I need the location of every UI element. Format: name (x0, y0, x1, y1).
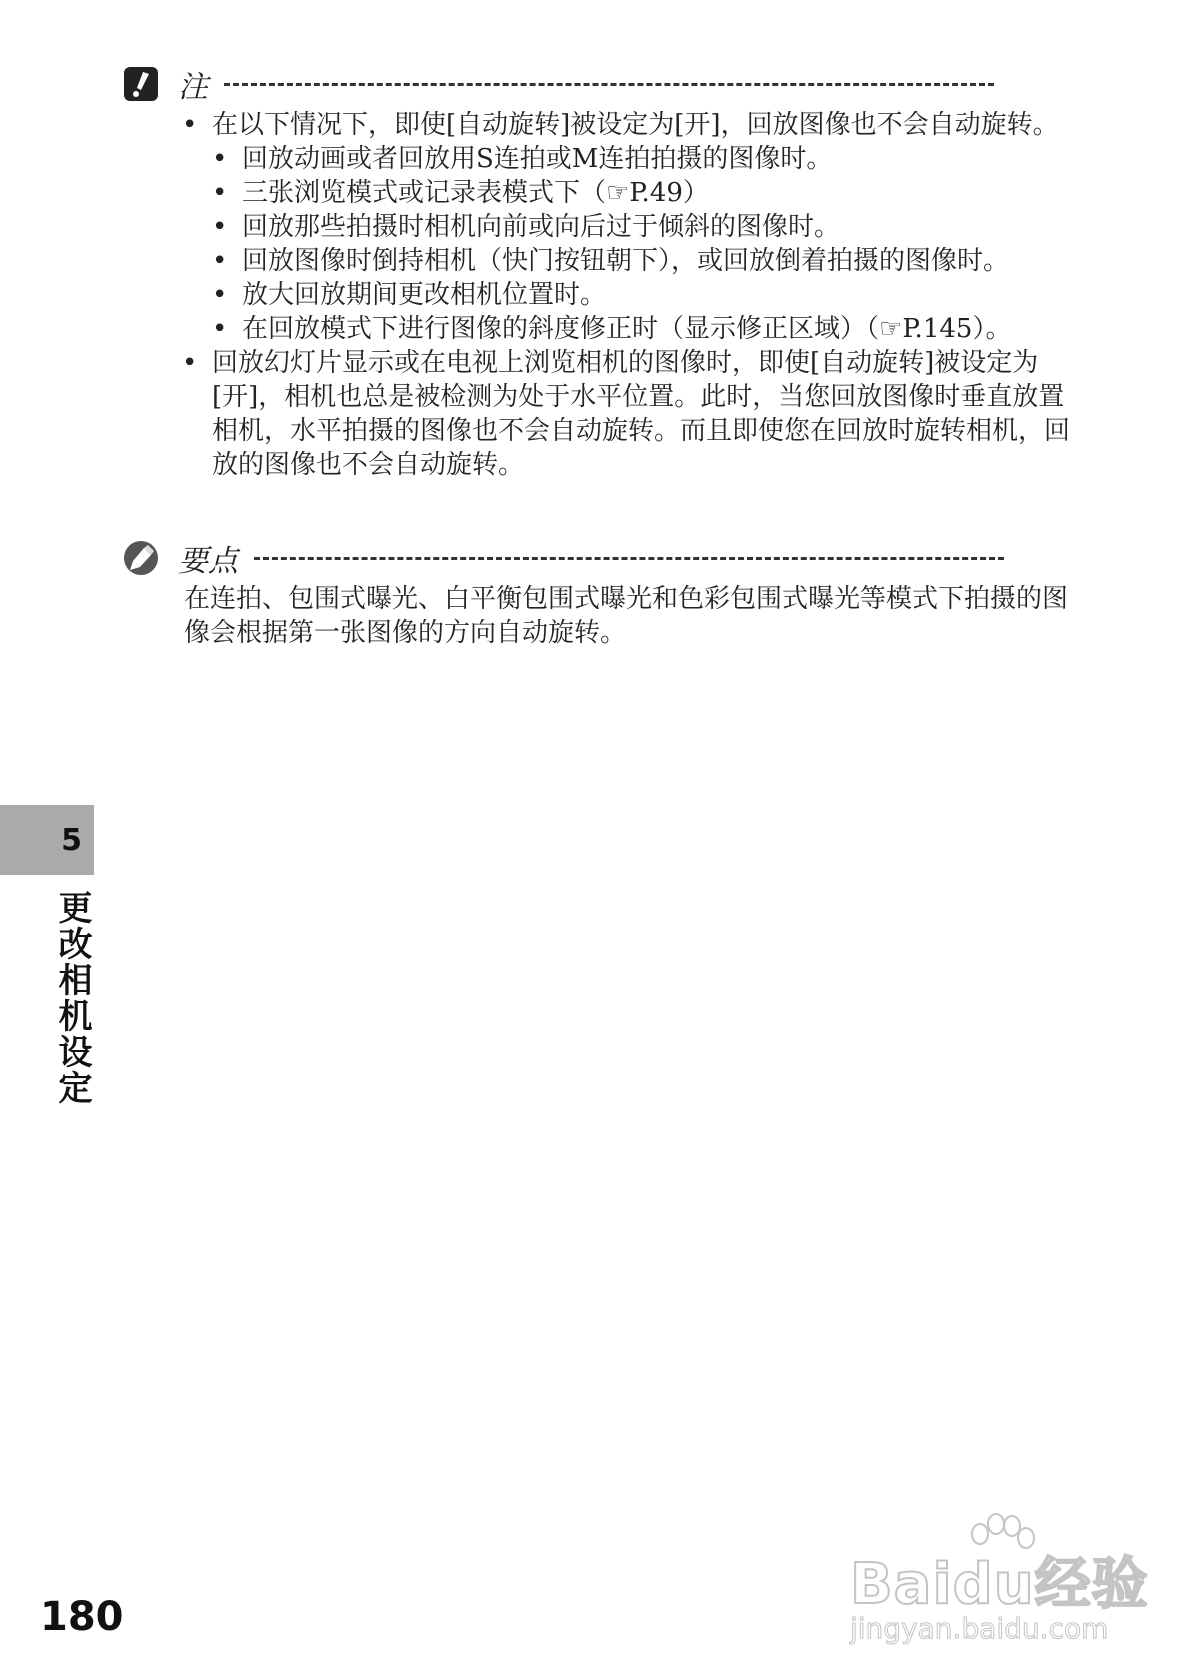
chapter-tab (0, 805, 94, 875)
chapter-number: 5 (61, 822, 82, 858)
page-reference[interactable]: P.145 (902, 314, 973, 344)
note-item: • 在以下情况下，即使[自动旋转]被设定为[开]，回放图像也不会自动旋转。 (182, 110, 1059, 140)
note-title: 注 (178, 70, 208, 105)
tip-divider (254, 557, 1004, 560)
tip-body: 在连拍、包围式曝光、白平衡包围式曝光和色彩包围式曝光等模式下拍摄的图像会根据第一张图像的方向自动旋转。 (184, 584, 1069, 648)
note-subitem: • 三张浏览模式或记录表模式下（☞P.49） (212, 178, 709, 208)
note-subitem: • 回放那些拍摄时相机向前或向后过于倾斜的图像时。 (212, 212, 841, 242)
note-subitem: • 回放动画或者回放用S连拍或M连拍拍摄的图像时。 (212, 144, 833, 174)
pointing-hand-icon: ☞ (606, 178, 630, 208)
note-body (182, 108, 1082, 482)
note-subitem: • 在回放模式下进行图像的斜度修正时（显示修正区域）（☞P.145）。 (212, 314, 1012, 344)
note-subitem: • 放大回放期间更改相机位置时。 (212, 280, 607, 310)
tip-title: 要点 (178, 544, 238, 579)
note-divider (224, 83, 994, 86)
watermark-brand: Baidu经验 (850, 1552, 1149, 1617)
note-item: • 回放幻灯片显示或在电视上浏览相机的图像时，即使[自动旋转]被设定为[开]，相机也总是被检测为处于水平位置。此时，当您回放图像时垂直放置相机，水平拍摄的图像也不会自动旋转。而且即使您在回放时旋转相机，回放的图像也不会自动旋转。 (182, 348, 1071, 480)
page-reference[interactable]: P.49 (629, 178, 683, 208)
caution-icon (122, 65, 160, 103)
baidu-watermark (850, 1512, 1150, 1652)
note-header (122, 62, 994, 106)
chapter-title: 更改相机设定 (52, 890, 92, 1106)
watermark-url: jingyan.baidu.com (850, 1612, 1109, 1645)
page-number: 180 (40, 1594, 124, 1640)
note-subitem: • 回放图像时倒持相机（快门按钮朝下），或回放倒着拍摄的图像时。 (212, 246, 1010, 276)
pointing-hand-icon: ☞ (879, 314, 903, 344)
tip-header (122, 536, 1004, 580)
memo-icon (122, 539, 160, 577)
